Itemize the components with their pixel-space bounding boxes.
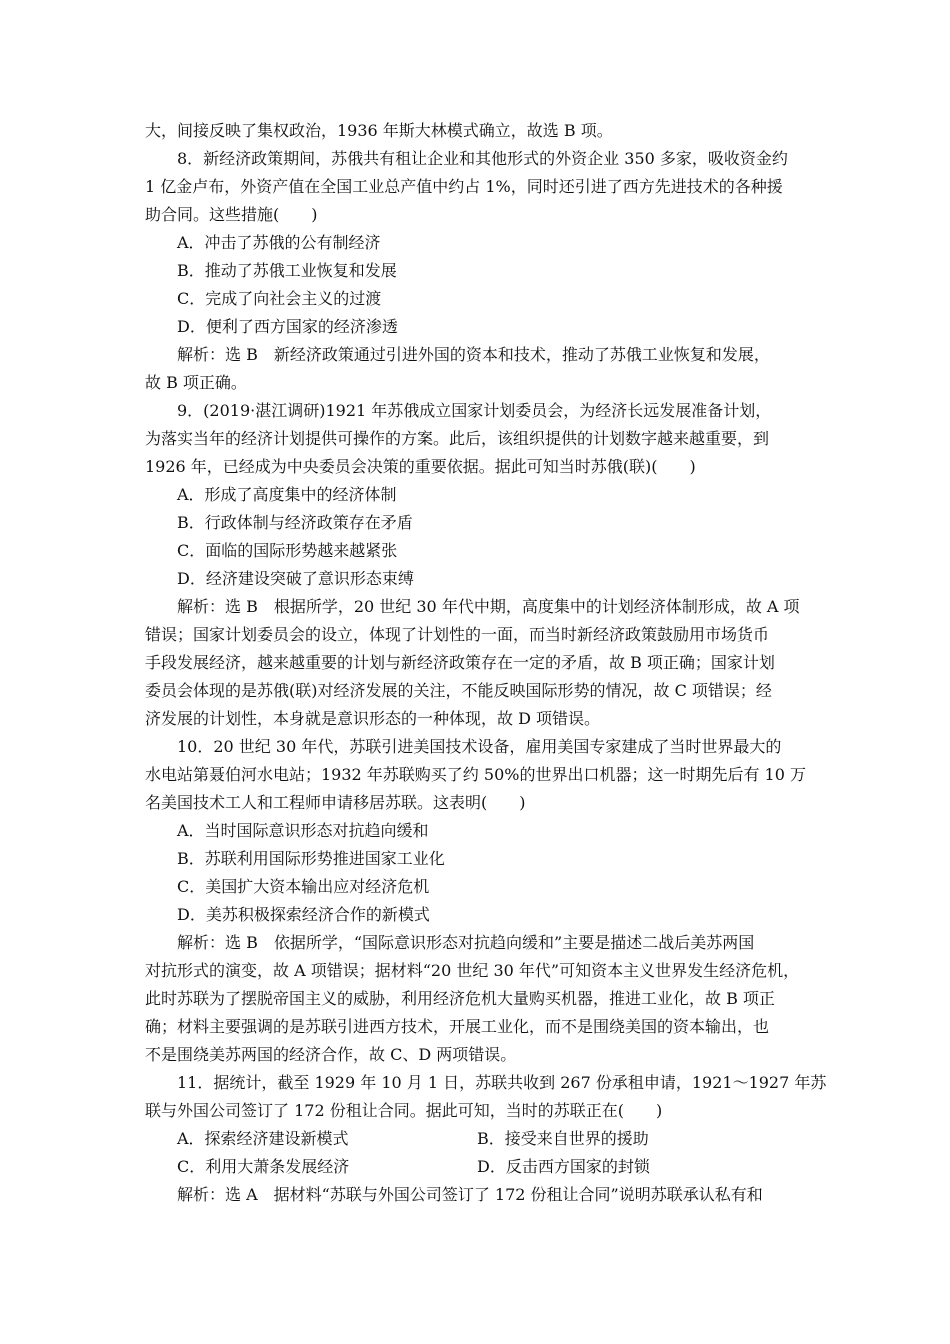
answer-analysis: 解析：选 B 新经济政策通过引进外国的资本和技术，推动了苏俄工业恢复和发展， xyxy=(177,345,770,364)
option-b: B．接受来自世界的援助 xyxy=(477,1129,649,1148)
question-9-stem: 1926 年，已经成为中央委员会决策的重要依据。据此可知当时苏俄(联)( ) xyxy=(145,457,696,476)
answer-analysis: 故 B 项正确。 xyxy=(145,373,247,392)
option-d: D．美苏积极探索经济合作的新模式 xyxy=(177,905,430,924)
answer-analysis: 委员会体现的是苏俄(联)对经济发展的关注，不能反映国际形势的情况，故 C 项错误；经 xyxy=(145,681,772,700)
question-9-stem: 为落实当年的经济计划提供可操作的方案。此后，该组织提供的计划数字越来越重要，到 xyxy=(145,429,770,448)
question-9-stem: 9．(2019·湛江调研)1921 年苏俄成立国家计划委员会，为经济长远发展准备计划， xyxy=(177,401,772,420)
option-a: A．当时国际意识形态对抗趋向缓和 xyxy=(177,821,429,840)
option-c: C．面临的国际形势越来越紧张 xyxy=(177,541,398,560)
answer-analysis: 对抗形式的演变，故 A 项错误；据材料“20 世纪 30 年代”可知资本主义世界发生经济危机， xyxy=(145,961,800,980)
question-11-stem: 11．据统计，截至 1929 年 10 月 1 日，苏联共收到 267 份承租申请，1921～1927 年苏 xyxy=(177,1073,827,1092)
option-a: A．形成了高度集中的经济体制 xyxy=(177,485,397,504)
option-b: B．行政体制与经济政策存在矛盾 xyxy=(177,513,413,532)
option-c: C．利用大萧条发展经济 xyxy=(177,1157,350,1176)
question-8-stem: 助合同。这些措施( ) xyxy=(145,205,318,224)
answer-analysis: 解析：选 B 根据所学，20 世纪 30 年代中期，高度集中的计划经济体制形成，故 A 项 xyxy=(177,597,800,616)
option-d: D．经济建设突破了意识形态束缚 xyxy=(177,569,414,588)
text-line: 大，间接反映了集权政治，1936 年斯大林模式确立，故选 B 项。 xyxy=(145,121,613,140)
answer-analysis: 济发展的计划性，本身就是意识形态的一种体现，故 D 项错误。 xyxy=(145,709,601,728)
option-d: D．反击西方国家的封锁 xyxy=(477,1157,650,1176)
option-b: B．苏联利用国际形势推进国家工业化 xyxy=(177,849,445,868)
option-b: B．推动了苏俄工业恢复和发展 xyxy=(177,261,397,280)
question-10-stem: 名美国技术工人和工程师申请移居苏联。这表明( ) xyxy=(145,793,526,812)
options-row xyxy=(145,1153,810,1181)
question-11-stem: 联与外国公司签订了 172 份租让合同。据此可知，当时的苏联正在( ) xyxy=(145,1101,663,1120)
answer-analysis: 此时苏联为了摆脱帝国主义的威胁，利用经济危机大量购买机器，推进工业化，故 B 项正 xyxy=(145,989,775,1008)
answer-analysis: 解析：选 A 据材料“苏联与外国公司签订了 172 份租让合同”说明苏联承认私有和 xyxy=(177,1185,763,1204)
answer-analysis: 手段发展经济，越来越重要的计划与新经济政策存在一定的矛盾，故 B 项正确；国家计划 xyxy=(145,653,775,672)
question-10-stem: 水电站第聂伯河水电站；1932 年苏联购买了约 50%的世界出口机器；这一时期先后有 10 万 xyxy=(145,765,806,784)
option-c: C．美国扩大资本输出应对经济危机 xyxy=(177,877,430,896)
option-d: D．便利了西方国家的经济渗透 xyxy=(177,317,398,336)
answer-analysis: 解析：选 B 依据所学，“国际意识形态对抗趋向缓和”主要是描述二战后美苏两国 xyxy=(177,933,755,952)
question-10-stem: 10．20 世纪 30 年代，苏联引进美国技术设备，雇用美国专家建成了当时世界最大的 xyxy=(177,737,782,756)
question-8-stem: 8．新经济政策期间，苏俄共有租让企业和其他形式的外资企业 350 多家，吸收资金约 xyxy=(177,149,788,168)
option-a: A．冲击了苏俄的公有制经济 xyxy=(177,233,381,252)
question-8-stem: 1 亿金卢布，外资产值在全国工业总产值中约占 1%，同时还引进了西方先进技术的各种援 xyxy=(145,177,783,196)
answer-analysis: 错误；国家计划委员会的设立，体现了计划性的一面，而当时新经济政策鼓励用市场货币 xyxy=(145,625,770,644)
answer-analysis: 确；材料主要强调的是苏联引进西方技术，开展工业化，而不是围绕美国的资本输出，也 xyxy=(145,1017,770,1036)
option-c: C．完成了向社会主义的过渡 xyxy=(177,289,382,308)
answer-analysis: 不是围绕美苏两国的经济合作，故 C、D 两项错误。 xyxy=(145,1045,517,1064)
options-row xyxy=(145,1125,810,1153)
option-a: A．探索经济建设新模式 xyxy=(177,1129,349,1148)
